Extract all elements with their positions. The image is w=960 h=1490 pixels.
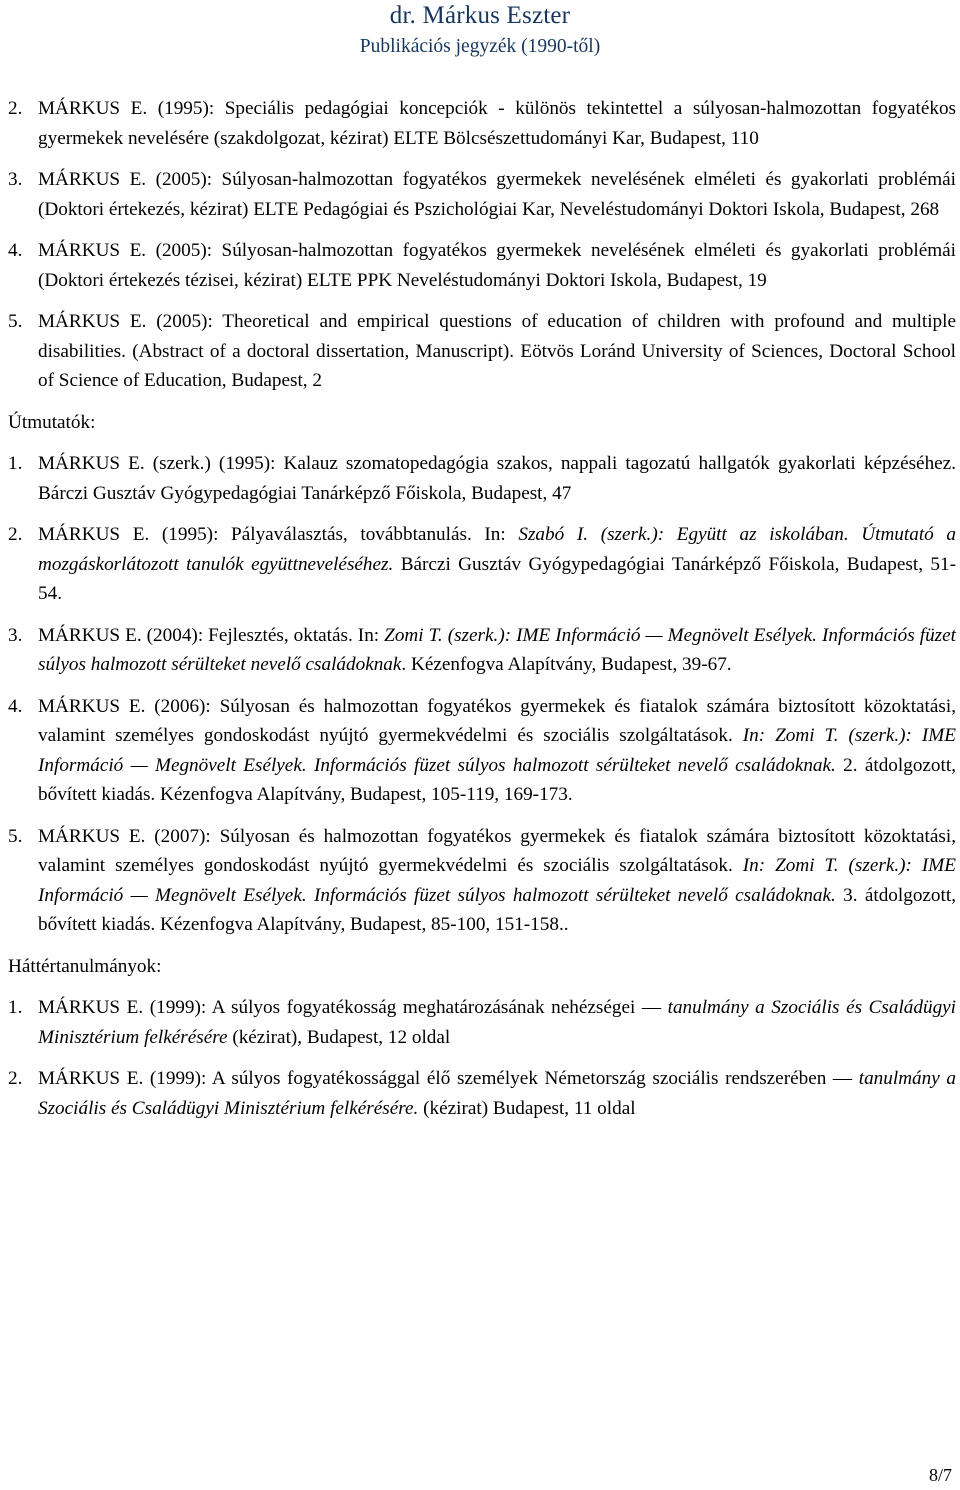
item-italic-text: Zomi T. (szerk.): IME Információ — Megnövelt Esélyek. Információs füzet súlyos halmozott sérülteket nevelő családoknak xyxy=(38,624,956,675)
item-text: MÁRKUS E. (szerk.) (1995): Kalauz szomatopedagógia szakos, nappali tagozatú hallgatók gyakorlati képzéséhez. Bárczi Gusztáv Gyógypedagógiai Tanárképző Főiskola, Budapest, 47 xyxy=(38,453,956,504)
item-text: MÁRKUS E. (1995): Pályaválasztás, továbbtanulás. In: xyxy=(38,524,519,545)
item-text-end: Bárczi Gusztáv Gyógypedagógiai Tanárképző Főiskola, Budapest, 51-54. xyxy=(38,553,956,604)
item-number: 3. xyxy=(8,169,23,190)
document-subtitle: Publikációs jegyzék (1990-től) xyxy=(359,36,601,57)
item-text: MÁRKUS E. (2004): Fejlesztés, oktatás. In: xyxy=(38,624,385,646)
item-number: 4. xyxy=(8,695,23,717)
item-number: 2. xyxy=(8,1068,23,1089)
item-text-end: . Kézenfogva Alapítvány, Budapest, 39-67. xyxy=(401,654,732,675)
list-item xyxy=(8,449,956,508)
item-number: 1. xyxy=(8,453,23,474)
list-item xyxy=(8,822,956,940)
list-item xyxy=(8,165,956,224)
item-text: MÁRKUS E. (2007): Súlyosan és halmozottan fogyatékos gyermekek és fiatalok számára biztosított közoktatási, valamint személyes gondoskodást nyújtó gyermekvédelmi és szociális szolgáltatások. xyxy=(38,825,956,876)
item-italic-text: tanulmány a Szociális és Családügyi Minisztérium felkérésére. xyxy=(38,1068,956,1119)
item-italic-text: Szabó I. (szerk.): Együtt az iskolában. Útmutató a mozgáskorlátozott tanulók együttneveléséhez. xyxy=(38,524,956,575)
item-text-end: 3. átdolgozott, bővített kiadás. Kézenfogva Alapítvány, Budapest, 85-100, 151-158.. xyxy=(38,884,956,935)
section-heading-guides: Útmutatók: xyxy=(8,411,96,433)
page-number: 8/7 xyxy=(928,1465,952,1485)
author-name: dr. Márkus Eszter xyxy=(389,2,571,29)
item-text: MÁRKUS E. (2005): Súlyosan-halmozottan fogyatékos gyermekek nevelésének elméleti és gyakorlati problémái (Doktori értekezés, kézirat) ELTE Pedagógiai és Pszichológiai Kar, Neveléstudományi Doktori Iskola, Budapest, 268 xyxy=(38,169,956,220)
list-item xyxy=(8,1064,956,1123)
list-item xyxy=(8,307,956,396)
item-text: MÁRKUS E. (2005): Súlyosan-halmozottan fogyatékos gyermekek nevelésének elméleti és gyakorlati problémái (Doktori értekezés tézisei, kézirat) ELTE PPK Neveléstudományi Doktori Iskola, Budapest, 19 xyxy=(38,240,956,291)
item-text-end: 2. átdolgozott, bővített kiadás. Kézenfogva Alapítvány, Budapest, 105-119, 169-173. xyxy=(38,754,956,805)
item-italic-text: In: Zomi T. (szerk.): IME Információ — Megnövelt Esélyek. Információs füzet súlyos halmozott sérülteket nevelő családoknak. xyxy=(38,725,956,776)
item-number: 1. xyxy=(8,997,23,1018)
list-item xyxy=(8,94,956,153)
item-text: MÁRKUS E. (2006): Súlyosan és halmozottan fogyatékos gyermekek és fiatalok számára biztosított közoktatási, valamint személyes gondoskodást nyújtó gyermekvédelmi és szociális szolgáltatások. xyxy=(38,695,956,746)
item-number: 5. xyxy=(8,825,23,847)
item-number: 5. xyxy=(8,311,23,332)
item-text: MÁRKUS E. (2005): Theoretical and empirical questions of education of children with profound and multiple disabilities. (Abstract of a doctoral dissertation, Manuscript). Eötvös Loránd University of Sciences, Doctoral School of Science of Education, Budapest, 2 xyxy=(38,311,956,391)
publication-list xyxy=(8,94,956,1135)
item-text-end: (kézirat) Budapest, 11 oldal xyxy=(418,1097,636,1119)
item-italic-text: tanulmány a Szociális és Családügyi Minisztérium felkérésére xyxy=(38,997,957,1048)
list-item xyxy=(8,993,956,1052)
item-text: MÁRKUS E. (1999): A súlyos fogyatékosság meghatározásának nehézségei — xyxy=(38,997,668,1018)
item-text: MÁRKUS E. (1995): Speciális pedagógiai koncepciók - különös tekintettel a súlyosan-halmozottan fogyatékos gyermekek nevelésére (szakdolgozat, kézirat) ELTE Bölcsészettudományi Kar, Budapest, 110 xyxy=(38,98,956,149)
section-heading-background: Háttértanulmányok: xyxy=(8,955,162,977)
list-item xyxy=(8,236,956,295)
item-number: 2. xyxy=(8,98,23,119)
item-number: 4. xyxy=(8,240,23,261)
list-item xyxy=(8,692,956,810)
list-item xyxy=(8,520,956,609)
item-number: 2. xyxy=(8,524,23,545)
item-italic-text: In: Zomi T. (szerk.): IME Információ — Megnövelt Esélyek. Információs füzet súlyos halmozott sérülteket nevelő családoknak. xyxy=(38,855,956,906)
item-text: MÁRKUS E. (1999): A súlyos fogyatékossággal élő személyek Németország szociális rendszerében — xyxy=(38,1068,859,1089)
list-item xyxy=(8,621,956,680)
item-number: 3. xyxy=(8,624,23,646)
item-text-end: (kézirat), Budapest, 12 oldal xyxy=(227,1026,451,1048)
